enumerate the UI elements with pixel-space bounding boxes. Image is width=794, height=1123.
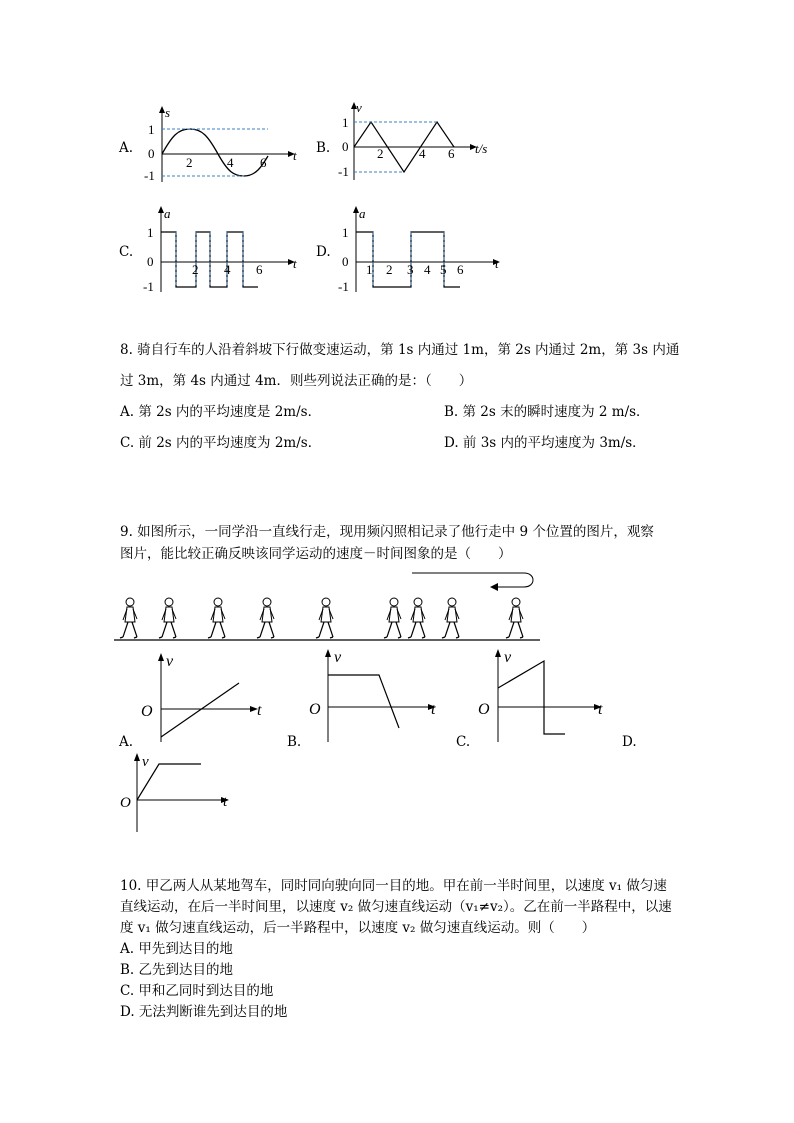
svg-text:O: O — [141, 703, 153, 720]
q9-option-a: A. — [119, 734, 134, 750]
svg-text:6: 6 — [256, 262, 263, 277]
q9-graph-a — [136, 652, 268, 744]
q9-option-d: D. — [622, 734, 637, 750]
q9-graph-c — [473, 648, 613, 744]
q10-option-b: B. 乙先到达目的地 — [120, 962, 234, 978]
svg-text:1: 1 — [342, 115, 349, 130]
svg-text:5: 5 — [440, 262, 447, 277]
q10-option-c: C. 甲和乙同时到达目的地 — [120, 983, 274, 999]
q8-option-d: D. 前 3s 内的平均速度为 3m/s． — [444, 435, 646, 451]
svg-text:4: 4 — [224, 262, 231, 277]
q7-graph-c — [138, 204, 308, 296]
svg-text:2: 2 — [377, 146, 384, 161]
q9-stem-line2: 图片，能比较正确反映该同学运动的速度－时间图象的是（ ） — [120, 546, 512, 562]
svg-text:O: O — [478, 701, 490, 718]
walker-strobe-figure — [112, 566, 544, 646]
graph-a-ylabel: s — [165, 105, 171, 120]
q7-graph-d — [333, 204, 508, 296]
svg-text:a: a — [164, 206, 171, 221]
svg-text:1: 1 — [366, 262, 373, 277]
svg-text:3: 3 — [407, 262, 414, 277]
svg-text:v: v — [334, 649, 342, 666]
svg-text:0: 0 — [148, 146, 155, 161]
q7-graph-b — [332, 100, 502, 184]
q10-option-a: A. 甲先到达目的地 — [120, 941, 233, 957]
svg-text:t: t — [495, 256, 499, 271]
q10-stem-line1: 10. 甲乙两人从某地驾车，同时同向驶向同一目的地。甲在前一半时间里，以速度 v₁ 做匀速 — [120, 878, 667, 894]
svg-text:4: 4 — [419, 146, 426, 161]
q10-option-d: D. 无法判断谁先到达目的地 — [120, 1004, 288, 1020]
svg-text:1: 1 — [342, 225, 349, 240]
q7-option-c-letter: C. — [119, 244, 134, 260]
svg-text:0: 0 — [147, 254, 154, 269]
q7-option-a-letter: A. — [119, 140, 134, 156]
svg-text:6: 6 — [457, 262, 464, 277]
svg-text:t: t — [431, 701, 436, 718]
graph-a-xlabel: t — [293, 148, 297, 163]
svg-text:O: O — [120, 795, 131, 811]
q8-option-b: B. 第 2s 末的瞬时速度为 2 m/s． — [444, 404, 650, 420]
svg-text:t/s: t/s — [475, 141, 488, 156]
svg-text:-1: -1 — [143, 279, 154, 294]
svg-text:t: t — [598, 701, 603, 718]
q10-stem-line2: 直线运动，在后一半时间里，以速度 v₂ 做匀速直线运动（v₁≠v₂）。乙在前一半路程中，以速 — [120, 899, 672, 915]
q7-graph-a — [138, 104, 303, 184]
svg-text:1: 1 — [147, 225, 154, 240]
q9-option-b: B. — [287, 734, 302, 750]
svg-text:0: 0 — [342, 254, 349, 269]
svg-text:-1: -1 — [144, 168, 155, 183]
q7-option-d-letter: D. — [316, 244, 331, 260]
svg-text:O: O — [309, 701, 321, 718]
svg-text:2: 2 — [386, 262, 393, 277]
svg-text:t: t — [223, 794, 228, 810]
svg-text:v: v — [504, 649, 512, 666]
q9-graph-d — [116, 752, 241, 834]
svg-text:a: a — [359, 206, 366, 221]
svg-text:4: 4 — [424, 262, 431, 277]
q8-option-c: C. 前 2s 内的平均速度为 2m/s． — [120, 435, 322, 451]
q8-option-a: A. 第 2s 内的平均速度是 2m/s． — [120, 404, 322, 420]
svg-text:4: 4 — [227, 155, 234, 170]
q9-stem-line1: 9. 如图所示，一同学沿一直线行走，现用频闪照相记录了他行走中 9 个位置的图片，观察 — [120, 524, 654, 540]
q8-stem-line2: 过 3m，第 4s 内通过 4m．则些列说法正确的是：（ ） — [120, 373, 473, 389]
svg-text:1: 1 — [148, 122, 155, 137]
svg-text:-1: -1 — [338, 279, 349, 294]
q9-option-c: C. — [456, 734, 471, 750]
svg-text:6: 6 — [448, 146, 455, 161]
svg-text:0: 0 — [342, 139, 349, 154]
svg-text:t: t — [257, 702, 262, 719]
svg-text:t: t — [293, 256, 297, 271]
svg-text:v: v — [356, 100, 362, 115]
svg-text:2: 2 — [186, 155, 193, 170]
svg-text:2: 2 — [192, 262, 199, 277]
q10-stem-line3: 度 v₁ 做匀速直线运动，后一半路程中，以速度 v₂ 做匀速直线运动。则（ ） — [120, 920, 596, 936]
svg-text:v: v — [166, 653, 174, 670]
q9-graph-b — [303, 648, 448, 744]
q8-stem-line1: 8. 骑自行车的人沿着斜坡下行做变速运动，第 1s 内通过 1m，第 2s 内通过 2m，第 3s 内通 — [120, 342, 680, 358]
svg-text:v: v — [142, 754, 149, 770]
svg-text:-1: -1 — [338, 164, 349, 179]
q7-option-b-letter: B. — [316, 140, 331, 156]
svg-text:6: 6 — [260, 155, 267, 170]
